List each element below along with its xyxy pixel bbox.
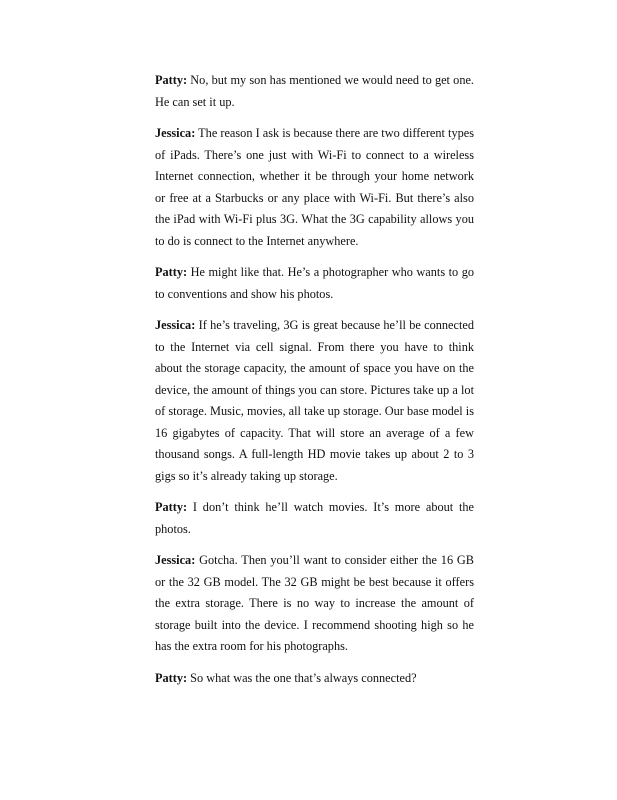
dialogue-paragraph xyxy=(155,262,474,305)
dialogue-paragraph xyxy=(155,315,474,487)
dialogue-paragraph xyxy=(155,497,474,540)
speaker-name: Patty: xyxy=(155,265,188,279)
speaker-name: Patty: xyxy=(155,73,188,87)
dialogue-text: No, but my son has mentioned we would need to get one. He can set it up. xyxy=(155,73,474,109)
dialogue-paragraph xyxy=(155,550,474,658)
dialogue-text: He might like that. He’s a photographer who wants to go to conventions and show his photos. xyxy=(155,265,474,301)
dialogue-paragraph xyxy=(155,668,474,690)
dialogue-text: So what was the one that’s always connected? xyxy=(190,670,417,685)
dialogue-text: The reason I ask is because there are two different types of iPads. There’s one just with Wi-Fi to connect to a wireless Internet connection, whether it be through your home network or free at a Starbucks or any place with Wi-Fi. But there’s also the iPad with Wi-Fi plus 3G. What the 3G capability allows you to do is connect to the Internet anywhere. xyxy=(155,126,474,248)
speaker-name: Patty: xyxy=(155,670,188,685)
dialogue-text: If he’s traveling, 3G is great because he’ll be connected to the Internet via cell signal. From there you have to think about the storage capacity, the amount of space you have on the device, the amount of things you can store. Pictures take up a lot of storage. Music, movies, all take up storage. Our base model is 16 gigabytes of capacity. That will store an average of a few thousand songs. A full-length HD movie takes up about 2 to 3 gigs so it’s already taking up storage. xyxy=(155,318,474,483)
transcript-page xyxy=(155,70,474,699)
dialogue-text: Gotcha. Then you’ll want to consider either the 16 GB or the 32 GB model. The 32 GB might be best because it offers the extra storage. There is no way to increase the amount of storage built into the device. I recommend shooting high so he has the extra room for his photographs. xyxy=(155,553,474,653)
speaker-name: Patty: xyxy=(155,500,188,514)
speaker-name: Jessica: xyxy=(155,318,196,332)
dialogue-text: I don’t think he’ll watch movies. It’s more about the photos. xyxy=(155,500,475,536)
dialogue-paragraph xyxy=(155,123,474,252)
speaker-name: Jessica: xyxy=(155,553,196,567)
speaker-name: Jessica: xyxy=(155,126,196,140)
dialogue-paragraph xyxy=(155,70,474,113)
